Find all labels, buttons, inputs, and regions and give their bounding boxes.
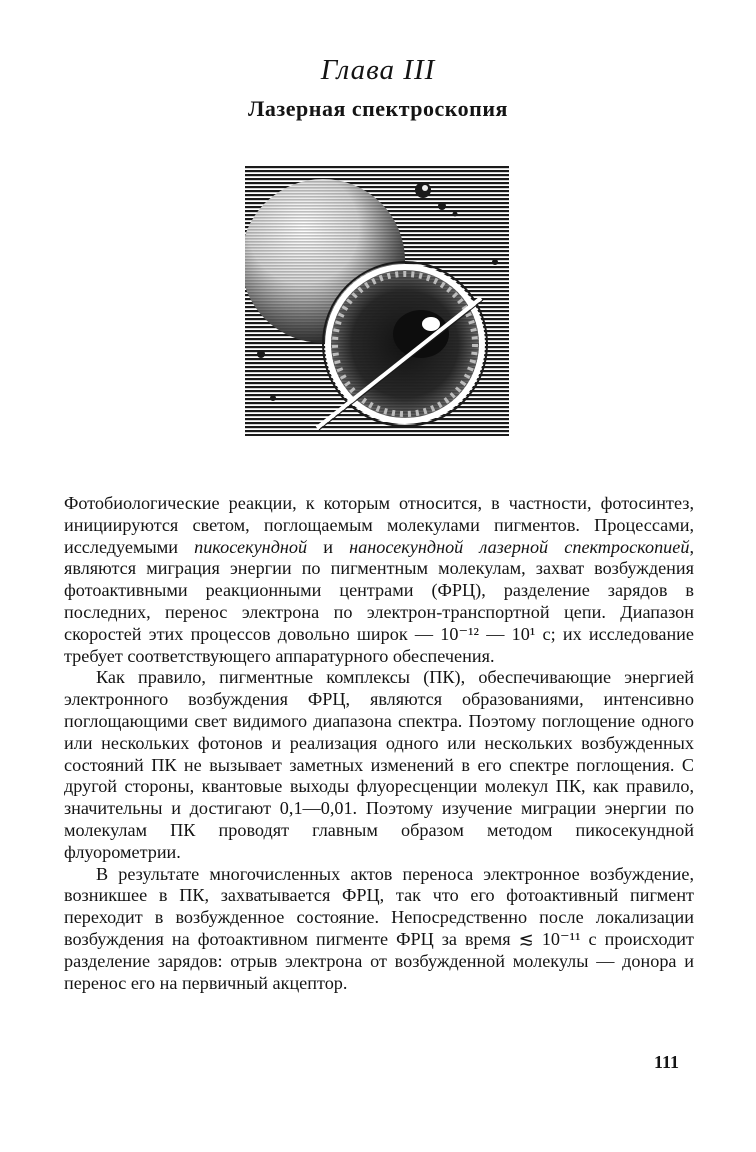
paragraph-1-part-c: и: [307, 536, 350, 557]
emphasis-picosecond: пикосекундной: [194, 536, 308, 557]
body-text: [64, 493, 694, 994]
paragraph-1-part-e: , являются миграция энергии по пигментным молекулам, захват возбуждения фотоактивными реакционными центрами (ФРЦ), разделение зарядов в последних, перенос электрона по электрон-транспортной цепи. Диапазон скоростей этих процессов довольно широк — 10⁻¹² — 10¹ с; их исследование требует соответствующего аппаратурного обеспечения.: [64, 536, 694, 666]
paragraph-2: Как правило, пигментные комплексы (ПК), обеспечивающие энергией электронного возбуждения ФРЦ, являются образованиями, интенсивно поглощающими свет видимого диапазона спектра. Поэтому поглощение одного или нескольких фотонов и реализация одного или нескольких возбужденных состояний ПК не вызывает заметных изменений в его спектре поглощения. С другой стороны, квантовые выходы флуоресценции молекул ПК, как правило, значительны и достигают 0,1—0,01. Поэтому изучение миграции энергии по молекулам ПК проводят главным образом методом пикосекундной флуорометрии.: [64, 667, 694, 862]
page-number: 111: [654, 1052, 680, 1072]
paragraph-3: В результате многочисленных актов переноса электронное возбуждение, возникшее в ПК, захватывается ФРЦ, так что его фотоактивный пигмент переходит в возбужденное состояние. Непосредственно после локализации возбуждения на фотоактивном пигменте ФРЦ за время ≲ 10⁻¹¹ с происходит разделение зарядов: отрыв электрона от возбужденной молекулы — донора и перенос его на первичный акцептор.: [64, 863, 694, 993]
emphasis-nanosecond-laser-spectroscopy: наносекундной лазерной спектроскопией: [349, 536, 690, 557]
paragraph-1: [64, 493, 694, 667]
paragraph-1-part-a: Фотобиологические реакции, к которым относится, в частности, фотосинтез, инициируются светом, поглощаемым молекулами пигментов. Процессами, исследуемыми: [64, 493, 694, 557]
chapter-illustration: [245, 166, 509, 436]
chapter-label: Глава III: [320, 54, 436, 86]
chapter-title: Лазерная спектроскопия: [248, 96, 508, 121]
